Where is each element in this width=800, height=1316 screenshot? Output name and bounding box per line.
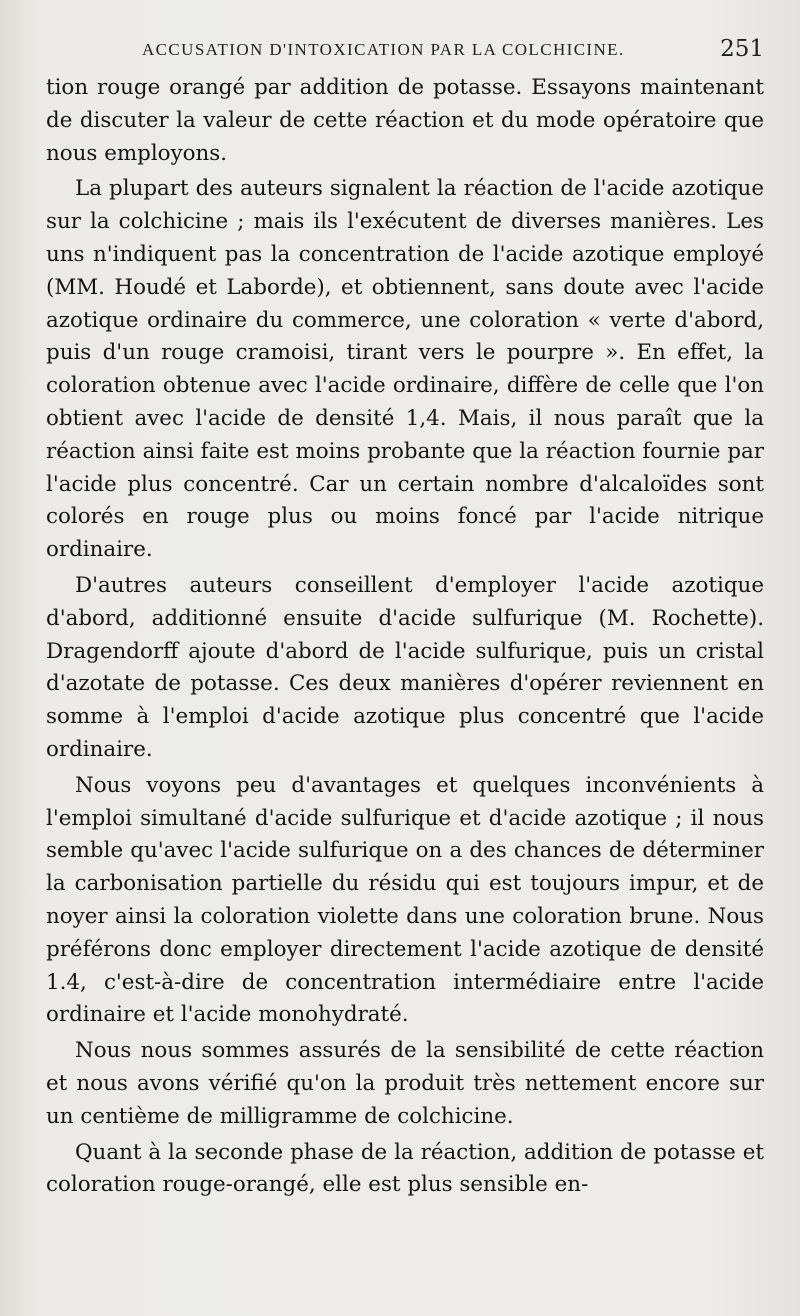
text-body — [46, 72, 764, 1202]
paragraph-continued: tion rouge orangé par addition de potasse. Essayons maintenant de discuter la valeur de cette réaction et du mode opératoire que nous employons. — [46, 75, 764, 166]
running-head — [46, 34, 764, 68]
paragraph: D'autres auteurs conseillent d'employer l'acide azotique d'abord, additionné ensuite d'acide sulfurique (M. Rochette). Dragendorff ajoute d'abord de l'acide sulfurique, puis un cristal d'azotate de potasse. Ces deux manières d'opérer reviennent en somme à l'emploi d'acide azotique plus concentré que l'acide ordinaire. — [46, 572, 764, 762]
page-number: 251 — [720, 36, 764, 62]
paragraph: La plupart des auteurs signalent la réaction de l'acide azotique sur la colchicine ; mais ils l'exécutent de diverses manières. Les uns n'indiquent pas la concentration de l'acide azotique employé (MM. Houdé et Laborde), et obtiennent, sans doute avec l'acide azotique ordinaire du commerce, une coloration « verte d'abord, puis d'un rouge cramoisi, tirant vers le pourpre ». En effet, la coloration obtenue avec l'acide ordinaire, diffère de celle que l'on obtient avec l'acide de densité 1,4. Mais, il nous paraît que la réaction ainsi faite est moins probante que la réaction fournie par l'acide plus concentré. Car un certain nombre d'alcaloïdes sont colorés en rouge plus ou moins foncé par l'acide nitrique ordinaire. — [46, 176, 764, 563]
paragraph: Nous voyons peu d'avantages et quelques inconvénients à l'emploi simultané d'acide sulfurique et d'acide azotique ; il nous semble qu'avec l'acide sulfurique on a des chances de déterminer la carbonisation partielle du résidu qui est toujours impur, et de noyer ainsi la coloration violette dans une coloration brune. Nous préférons donc employer directement l'acide azotique de densité 1.4, c'est-à-dire de concentration intermédiaire entre l'acide ordinaire et l'acide monohydraté. — [46, 772, 764, 1028]
running-title: ACCUSATION D'INTOXICATION PAR LA COLCHICINE. — [142, 40, 625, 59]
paragraph: Quant à la seconde phase de la réaction, addition de potasse et coloration rouge-orangé, elle est plus sensible en- — [46, 1139, 764, 1198]
paragraph: Nous nous sommes assurés de la sensibilité de cette réaction et nous avons vérifié qu'on la produit très nettement encore sur un centième de milligramme de colchicine. — [46, 1038, 764, 1129]
